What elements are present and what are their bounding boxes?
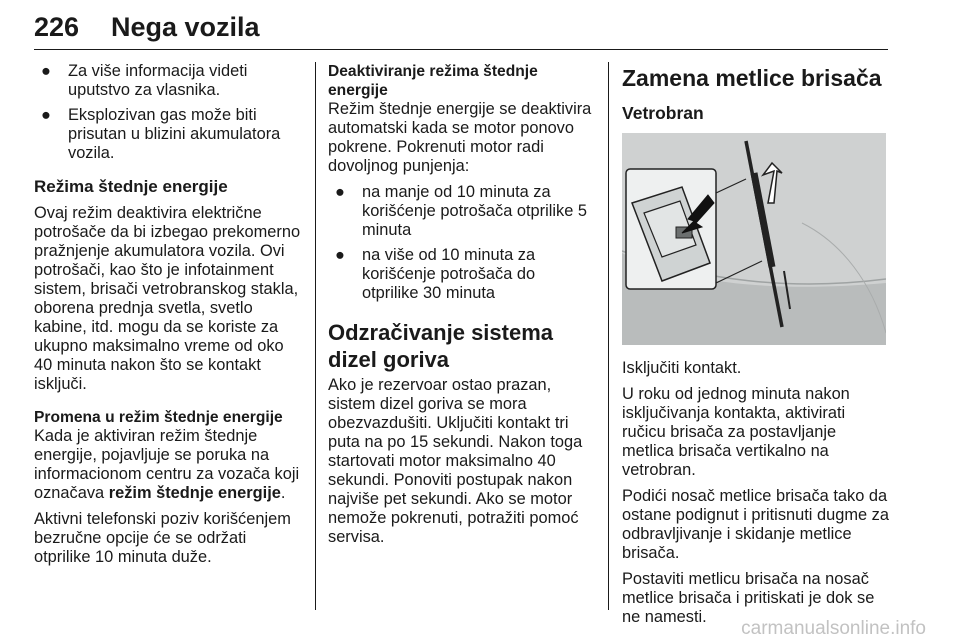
list-item: ● Za više informacija videti uputstvo za vlasnika.: [41, 62, 248, 99]
column-divider: [315, 62, 316, 610]
page-number: 226: [34, 12, 80, 42]
paragraph: U roku od jednog minuta nakon isključivanja kontakta, aktivirati ručicu brisača za postavljanje metlica brisača vertikalno na vetrobran.: [622, 385, 850, 479]
paragraph: Ako je rezervoar ostao prazan, sistem dizel goriva se mora obezvazdušiti. Uključiti kontakt tri puta na po 15 sekundi. Nakon toga startovati motor maksimalno 40 sekundi. Ponoviti postupak nakon najviše pet sekundi. Ako se motor nemože pokrenuti, potražiti pomoć servisa.: [328, 376, 583, 546]
column-3: [622, 62, 890, 634]
bold-term: režim štednje energije: [108, 484, 281, 502]
column-divider: [608, 62, 609, 610]
watermark: carmanualsonline.info: [741, 618, 926, 639]
list-item: ● Eksplozivan gas može biti prisutan u blizini akumulatora vozila.: [41, 106, 281, 162]
wiper-figure: [622, 133, 886, 345]
column-2: [328, 62, 596, 554]
subheading: Vetrobran: [622, 103, 704, 123]
running-title: Nega vozila: [111, 12, 260, 42]
bullet-icon: ●: [41, 106, 51, 124]
column-1: [34, 62, 302, 574]
section-heading: Režima štednje energije: [34, 177, 228, 196]
paragraph: Kada je aktiviran režim štednje energije, pojavljuje se poruka na informacionom centru za vozača koji označava režim štednje energije.: [34, 427, 300, 502]
section-heading: Odzračivanje sistema dizel goriva: [328, 320, 554, 372]
subheading: Deaktiviranje režima štednje energije: [328, 63, 538, 99]
paragraph: Režim štednje energije se deaktivira automatski kada se motor ponovo pokrene. Pokrenuti motor radi dovoljnog punjenja:: [328, 100, 592, 175]
subheading: Promena u režim štednje energije: [34, 409, 283, 426]
paragraph: Ovaj režim deaktivira električne potrošače da bi izbegao prekomerno pražnjenje akumulatora vozila. Ovi potrošači, kao što je infotainment sistem, brisači vetrobranskog stakla, oborena prednja svetla, svetlo kabine, itd. mogu da se koriste za ukupno maksimalno vreme od oko 40 minuta nakon što se kontakt isključi.: [34, 204, 301, 393]
paragraph: Isključiti kontakt.: [622, 359, 742, 377]
bullet-icon: ●: [41, 62, 51, 80]
list-item: ● na više od 10 minuta za korišćenje potrošača do otprilike 30 minuta: [335, 246, 536, 302]
list-item: ● na manje od 10 minuta za korišćenje potrošača otprilike 5 minuta: [335, 183, 588, 239]
header-rule: [34, 49, 888, 50]
wiper-figure-icon: [622, 133, 886, 345]
page-header: [0, 0, 960, 52]
paragraph: Podići nosač metlice brisača tako da ostane podignut i pritisnuti dugme za odbravljivanje i skidanje metlice brisača.: [622, 487, 889, 562]
bullet-list: [34, 62, 302, 163]
section-heading: Zamena metlice brisača: [622, 65, 882, 91]
paragraph: Aktivni telefonski poziv korišćenjem bezručne opcije će se održati otprilike 10 minuta duže.: [34, 510, 291, 566]
bullet-list: [328, 183, 596, 303]
paragraph: Postaviti metlicu brisača na nosač metlice brisača i pritiskati je dok se ne namesti.: [622, 570, 875, 626]
bullet-icon: ●: [335, 183, 345, 201]
bullet-icon: ●: [335, 246, 345, 264]
